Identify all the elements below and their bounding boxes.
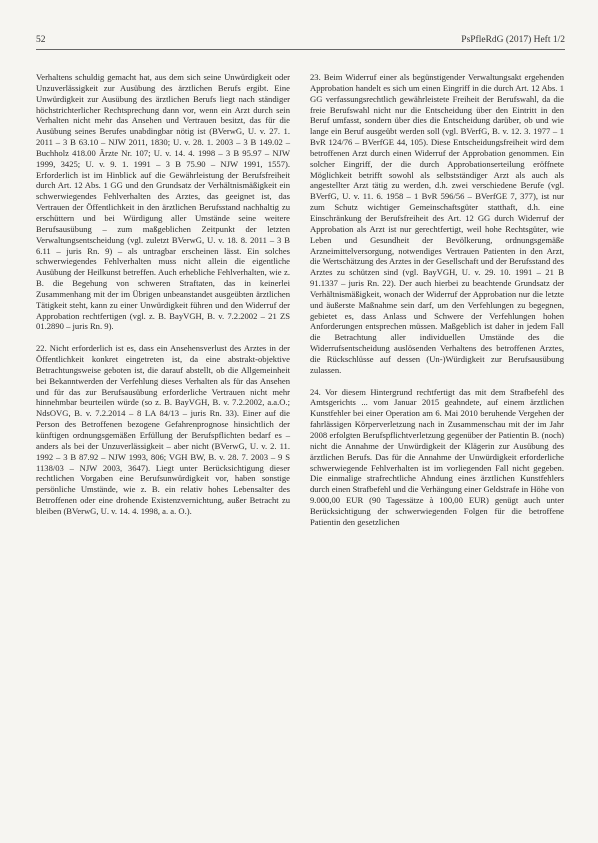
left-column [36, 72, 290, 528]
right-column [310, 72, 564, 539]
page-header [36, 35, 565, 47]
paragraph: 24. Vor diesem Hintergrund rechtfertigt das mit dem Strafbefehl des Amtsgerichts ... vom Januar 2015 geahndete, auf einem ärztlichen Kunstfehler bei einer Operation am 6. Mai 2010 beruhende Vergehen der fahrlässigen Körperverletzung nach in Zusammenschau mit der im Jahr 2008 erfolgten Berufspflichtverletzung gegenüber der Patientin B. (noch) nicht die Annahme der Unwürdigkeit der Klägerin zur Ausübung des ärztlichen Berufs. Das für die Annahme der Unwürdigkeit erforderliche schwerwiegende Fehlverhalten ist im vorliegenden Fall nicht gegeben. Die einmalige strafrechtliche Ahndung eines ärztlichen Kunstfehlers durch einen Strafbefehl und die Verhängung einer Geldstrafe in Höhe von 9.000,00 EUR (90 Tagessätze à 100,00 EUR) genügt auch unter Berücksichtigung der schwerwiegenden Folgen für die betroffene Patientin den gesetzlichen [310, 386, 564, 527]
page-number: 52 [36, 35, 46, 45]
header-rule [36, 49, 565, 50]
paragraph: Verhaltens schuldig gemacht hat, aus dem sich seine Unwürdigkeit oder Unzuverlässigkeit zur Ausübung des ärztlichen Berufs ergibt. Eine Unwürdigkeit zur Ausübung des ärztlichen Berufs liegt nach ständiger höchstrichterlicher Rechtsprechung dann vor, wenn ein Arzt durch sein Verhalten nicht mehr das Ansehen und Vertrauen besitzt, das für die Ausübung seines Berufes unabdingbar nötig ist (BVerwG, U. v. 27. 1. 2011 – 3 B 63.10 – NJW 2011, 1830; U. v. 28. 1. 2003 – 3 B 149.02 – Buchholz 418.00 Ärzte Nr. 107; U. v. 14. 4. 1998 – 3 B 95.97 – NJW 1999, 3425; U. v. 9. 1. 1991 – 3 B 75.90 – NJW 1991, 1557). Erforderlich ist im Hinblick auf die Gewährleistung der Berufsfreiheit durch Art. 12 Abs. 1 GG und den Grundsatz der Verhältnismäßigkeit ein schwerwiegendes Fehlverhalten des Arztes, das geeignet ist, das Vertrauen der Öffentlichkeit in den ärztlichen Berufsstand nachhaltig zu erschüttern und bei Würdigung aller Umstände seine weitere Berufsausübung – zum maßgeblichen Zeitpunkt der letzten Verwaltungsentscheidung (vgl. zuletzt BVerwG, U. v. 18. 8. 2011 – 3 B 6.11 – juris Rn. 9) – als untragbar erscheinen lässt. Ein solches schwerwiegendes Fehlverhalten muss nicht allein die eigentliche Ausübung der Heilkunst betreffen. Auch erhebliche Fehlverhalten, wie z. B. die Begehung von schweren Straftaten, das in keinerlei Zusammenhang mit der im Übrigen unbeanstandet ausgeübten ärztlichen Tätigkeit steht, kann zu einer Unwürdigkeit führen und den Widerruf der Approbation rechtfertigen (vgl. z. B. BayVGH, B. v. 7.2.2002 – 21 ZS 01.2890 – juris Rn. 9). [36, 72, 290, 332]
paragraph: 23. Beim Widerruf einer als begünstigender Verwaltungsakt ergehenden Approbation handelt es sich um einen Eingriff in die durch Art. 12 Abs. 1 GG verfassungsrechtlich gewährleistete Freiheit der Berufswahl, da die freie Berufswahl nicht nur die Entscheidung über den Eintritt in den Beruf umfasst, sondern über dies die Entscheidung darüber, ob und wie lange ein Beruf ausgeübt werden soll (vgl. BVerfG, B. v. 12. 3. 1977 – 1 BvR 124/76 – BVerfGE 44, 105). Diese Entscheidungsfreiheit wird dem betroffenen Arzt durch einen Widerruf der Approbation genommen. Ein solcher Eingriff, der die durch Approbationserteilung eröffnete Möglichkeit betrifft sowohl als selbstständiger Arzt als auch als angestellter Arzt tätig zu werden, d.h. zwei verschiedene Berufe (vgl. BVerfG, U. v. 11. 6. 1958 – 1 BvR 596/56 – BVerfGE 7, 377), ist nur zum Schutz wichtiger Gemeinschaftsgüter statthaft, d.h. eine Einschränkung der Berufsfreiheit des Art. 12 GG durch Widerruf der Approbation als Arzt ist nur gerechtfertigt, weil hohe Rechtsgüter, wie Leben und Gesundheit der Bevölkerung, ordnungsgemäße Arzneimittelversorgung, notwendiges Vertrauen Patienten in den Arzt, die Wertschätzung des Arztes in der Gesellschaft und der Berufsstand des Arztes zu schützen sind (vgl. BayVGH, U. v. 29. 10. 1991 – 21 B 91.1337 – juris Rn. 22). Der auch hierbei zu beachtende Grundsatz der Verhältnismäßigkeit, wonach der Widerruf der Approbation nur die letzte und äußerste Maßnahme sein darf, um den Verfehlungen zu begegnen, gebietet es, dass Anlass und Schwere der Verfehlungen hohen Anforderungen entsprechen müssen. Maßgeblich ist daher in jedem Fall die Betrachtung aller individuellen Umstände des die Widerrufsentscheidung auslösenden Verhaltens des betroffenen Arztes, die Rückschlüsse auf dessen (Un-)Würdigkeit zur Berufsausübung zulassen. [310, 72, 564, 375]
journal-citation: PsPfleRdG (2017) Heft 1/2 [461, 35, 565, 45]
paragraph: 22. Nicht erforderlich ist es, dass ein Ansehensverlust des Arztes in der Öffentlichkeit konkret eingetreten ist, da eine abstrakt-objektive Betrachtungsweise geboten ist, die darauf abstellt, ob die Allgemeinheit bei Bekanntwerden der Verfehlung dieses Verhalten als für das Ansehen und für das zur Berufsausübung erforderliche Vertrauen nicht mehr hinnehmbar beurteilen würde (so z. B. BayVGH, B. v. 7.2.2002, a.a.O.; NdsOVG, B. v. 7.2.2014 – 8 LA 84/13 – juris Rn. 33). Einer auf die Person des Betroffenen bezogene Gefahrenprognose hinsichtlich der künftigen ordnungsgemäßen Erfüllung der Berufspflichten bedarf es – anders als bei der Unzuverlässigkeit – aber nicht (BVerwG, U. v. 2. 11. 1992 – 3 B 87.92 – NJW 1993, 806; VGH BW, B. v. 28. 7. 2003 – 9 S 1138/03 – NJW 2003, 3647). Liegt unter Berücksichtigung dieser rechtlichen Vorgaben eine Berufsunwürdigkeit vor, haben sonstige persönliche Umstände, wie z. B. ein relativ hohes Lebensalter des Betroffenen oder eine drohende Existenzvernichtung, außer Betracht zu bleiben (BVerwG, U. v. 14. 4. 1998, a. a. O.). [36, 343, 290, 516]
